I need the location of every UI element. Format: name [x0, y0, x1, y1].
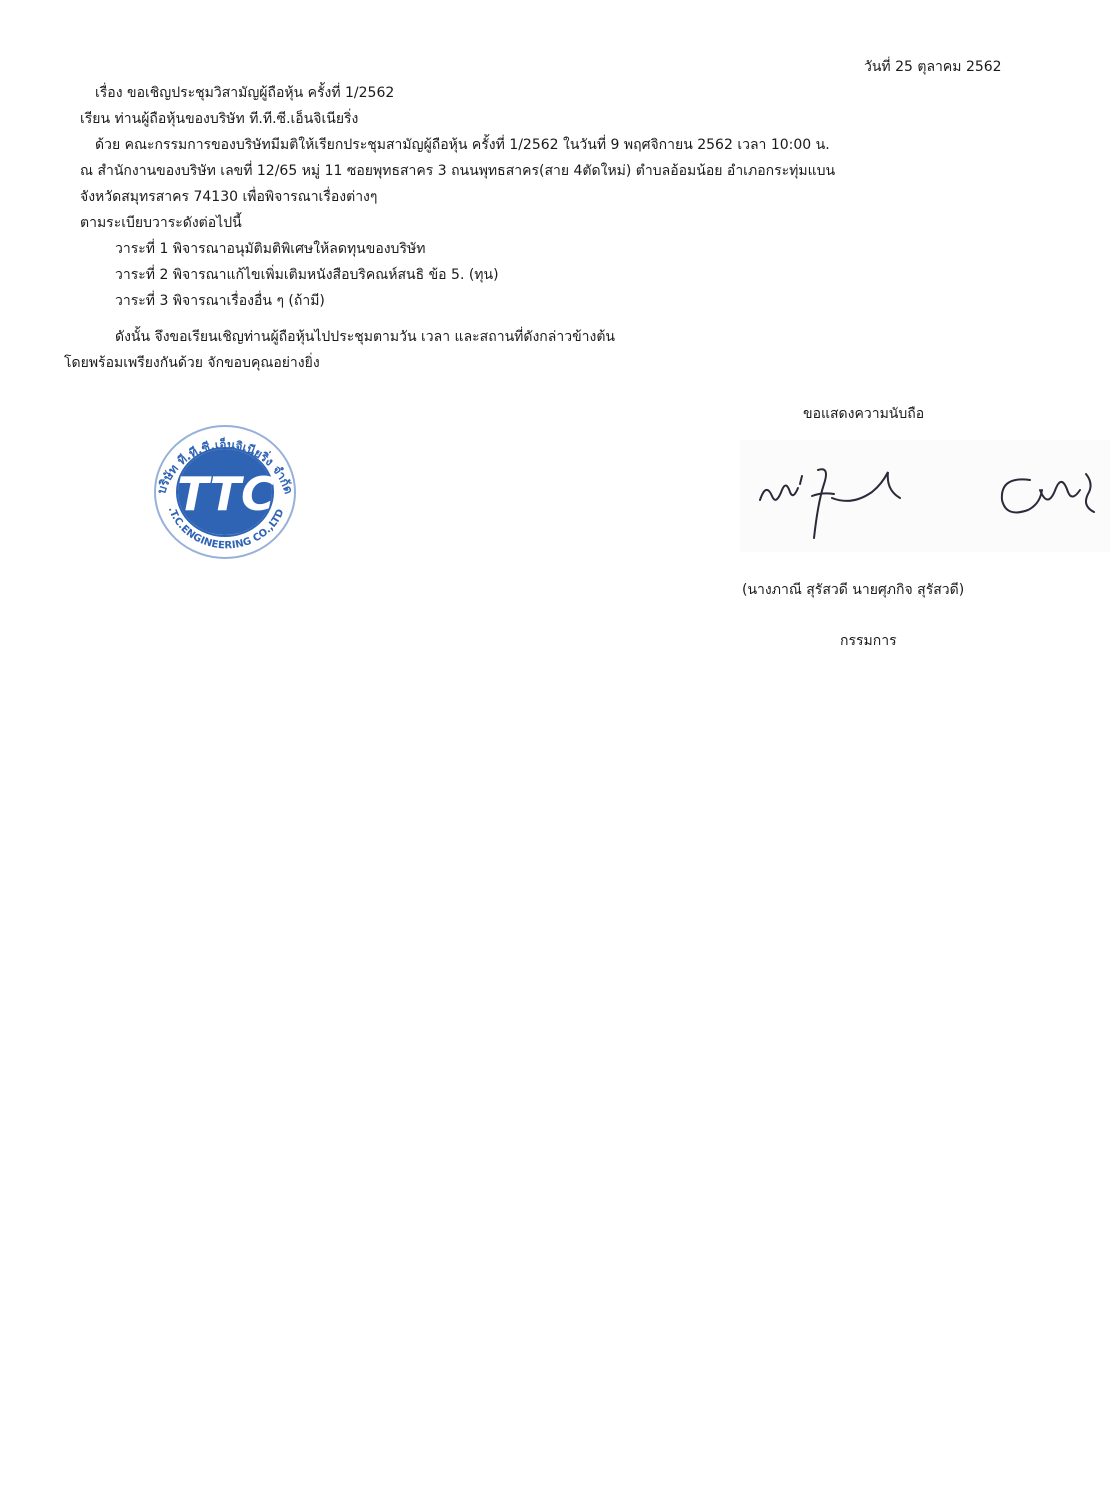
company-stamp	[146, 416, 304, 564]
agenda-item-1: วาระที่ 1 พิจารณาอนุมัติมติพิเศษให้ลดทุนของบริษัท	[115, 241, 426, 257]
agenda-item-2: วาระที่ 2 พิจารณาแก้ไขเพิ่มเติมหนังสือบริคณห์สนธิ ข้อ 5. (ทุน)	[115, 267, 499, 283]
signatory-position: กรรมการ	[840, 633, 897, 649]
body-line-2: ณ สำนักงานของบริษัท เลขที่ 12/65 หมู่ 11 ซอยพุทธสาคร 3 ถนนพุทธสาคร(สาย 4ตัดใหม่) ตำบลอ้อมน้อย อำเภอกระทุ่มแบน	[80, 163, 836, 179]
stamp-logo: TTC	[177, 467, 275, 521]
body-line-3: จังหวัดสมุทรสาคร 74130 เพื่อพิจารณาเรื่องต่างๆ	[80, 189, 378, 205]
letter-subject: เรื่อง ขอเชิญประชุมวิสามัญผู้ถือหุ้น ครั้งที่ 1/2562	[95, 85, 395, 101]
letter-recipient: เรียน ท่านผู้ถือหุ้นของบริษัท ที.ที.ซี.เอ็นจิเนียริ่ง	[80, 111, 359, 127]
regards: ขอแสดงความนับถือ	[803, 406, 925, 422]
agenda-item-3: วาระที่ 3 พิจารณาเรื่องอื่น ๆ (ถ้ามี)	[115, 293, 325, 309]
signature-2	[1002, 474, 1094, 512]
stamp-ring-bottom: .T.C.ENGINEERING CO.,LTD	[165, 505, 287, 552]
body-line-4: ตามระเบียบวาระดังต่อไปนี้	[80, 215, 242, 231]
signature-1	[760, 469, 900, 538]
closing-line-1: ดังนั้น จึงขอเรียนเชิญท่านผู้ถือหุ้นไปประชุมตามวัน เวลา และสถานที่ดังกล่าวข้างต้น	[115, 329, 616, 345]
signatories-names: (นางภาณี สุรัสวดี นายศุภกิจ สุรัสวดี)	[742, 582, 965, 598]
body-line-1: ด้วย คณะกรรมการของบริษัทมีมติให้เรียกประชุมสามัญผู้ถือหุ้น ครั้งที่ 1/2562 ในวันที่ 9 พฤศจิกายน 2562 เวลา 10:00 น.	[95, 137, 830, 153]
letter-date: วันที่ 25 ตุลาคม 2562	[864, 59, 1002, 75]
closing-line-2: โดยพร้อมเพรียงกันด้วย จักขอบคุณอย่างยิ่ง	[64, 355, 320, 371]
stamp-ring-top: บริษัท ที.ที.ซี.เอ็นจิเนียริ่ง จำกัด	[154, 437, 296, 496]
signatures-image	[740, 440, 1110, 552]
